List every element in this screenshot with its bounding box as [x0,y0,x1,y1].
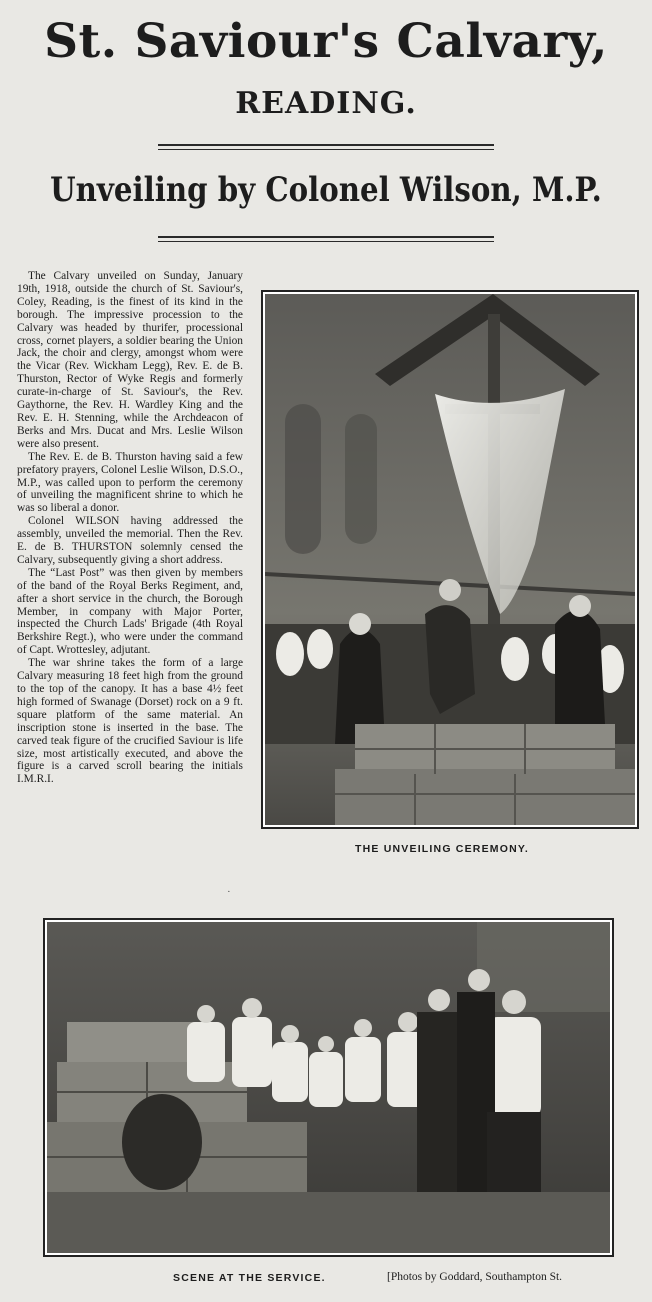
caption-service: SCENE AT THE SERVICE. [173,1272,326,1284]
photo-scene-at-service [43,918,614,1257]
photo-service-image [47,922,610,1253]
article-paragraph: Colonel WILSON having addressed the assembly, unveiled the memorial. Then the Rev. E. de B. THURSTON solemnly censed the Calvary, subsequently giving a short address. [17,515,243,566]
article-paragraph: The Rev. E. de B. Thurston having said a few prefatory prayers, Colonel Leslie Wilson, D.S.O., M.P., was called upon to perform the ceremony of unveiling the magnificent shrine to which he was so liberal a donor. [17,450,243,515]
article-paragraph: The “Last Post” was then given by members of the band of the Royal Berks Regiment, and, after a short service in the church, the Borough Member, in company with Major Porter, inspected the Church Lads' Brigade (4th Royal Berkshire Regt.), who were under the command of Capt. Wrottesley, adjutant. [17,566,243,657]
photo-unveiling-ceremony [261,290,639,829]
rule-top-thin [158,149,494,150]
page-title: St. Saviour's Calvary, [44,14,608,69]
article-body [17,270,243,786]
rule-bottom-thin [158,241,494,242]
stray-mark: · [227,886,231,898]
article-paragraph: The war shrine takes the form of a large Calvary measuring 18 feet high from the ground to the top of the canopy. It has a base 4½ feet high formed of Swanage (Dorset) rock on a 9 ft. square platform of the same material. An inscription stone is inserted in the base. The carved teak figure of the crucified Saviour is life size, most artistically executed, and above the figure is a carved scroll bearing the initials I.M.R.I. [17,657,243,786]
caption-unveiling: THE UNVEILING CEREMONY. [355,843,530,855]
rule-top [158,144,494,146]
rule-bottom [158,236,494,238]
article-paragraph: The Calvary unveiled on Sunday, January 19th, 1918, outside the church of St. Saviour's, Coley, Reading, is the finest of its kind in the borough. The impressive procession to the Calvary was headed by thurifer, processional cross, cornet players, a soldier bearing the Union Jack, the choir and clergy, amongst whom were the Vicar (Rev. Wickham Legg), Rev. E. de B. Thurston, Rector of Wyke Regis and formerly curate-in-charge of St. Saviour's, the Rev. Gaythorne, the Rev. H. Wardley King and the Rev. E. H. Stenning, while the Archdeacon of Berks and Mrs. Ducat and Mrs. Leslie Wilson were also present. [17,270,243,450]
photo-unveiling-image [265,294,635,825]
headline: Unveiling by Colonel Wilson, M.P. [50,170,602,210]
photo-credit: [Photos by Goddard, Southampton St. [387,1271,563,1283]
page-subtitle: READING. [235,86,417,121]
